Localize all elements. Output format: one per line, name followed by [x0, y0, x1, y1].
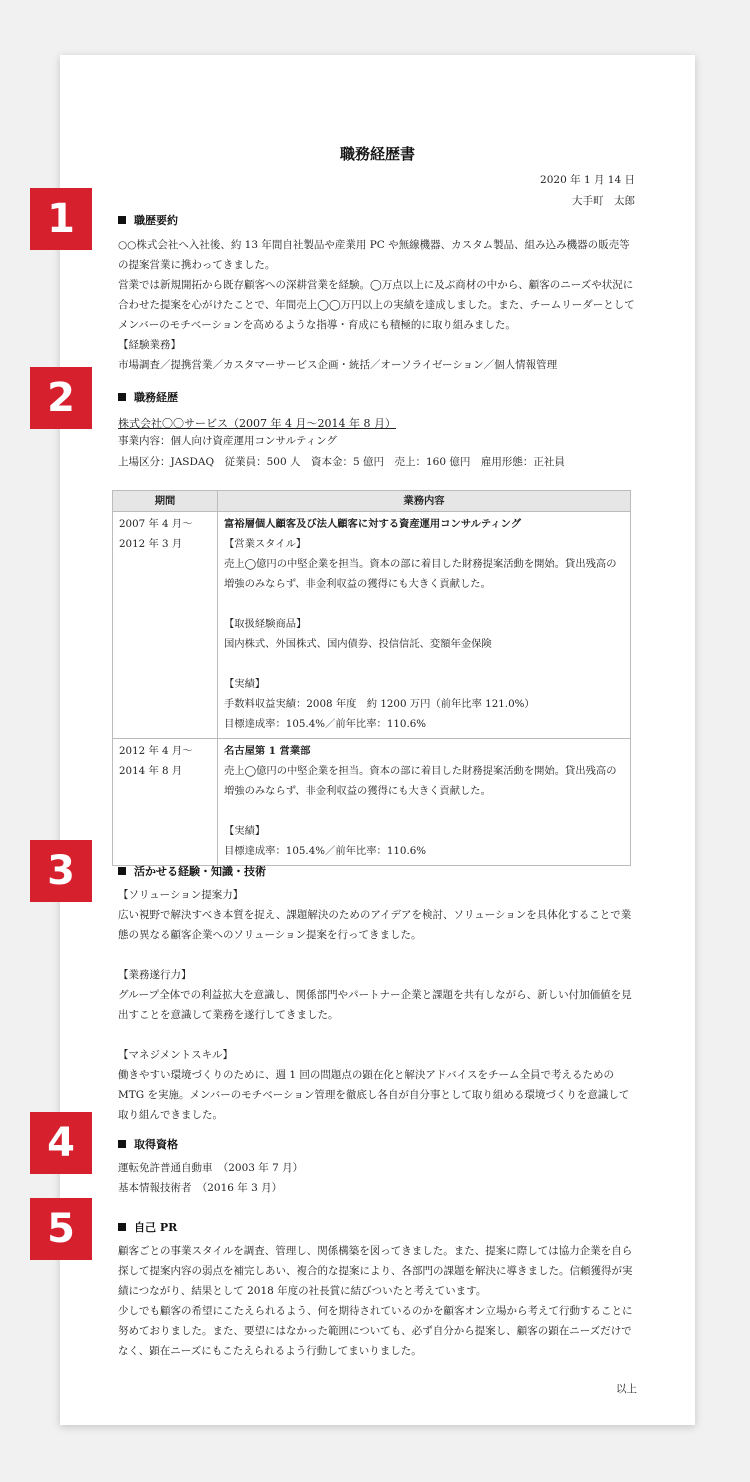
career-table: [112, 490, 631, 866]
duties-cell: [218, 512, 631, 739]
summary-heading: 職歴要約: [118, 212, 178, 228]
resume-page: [60, 55, 695, 1425]
square-bullet-icon: [118, 393, 126, 401]
duty-title: 名古屋第 1 営業部: [224, 745, 311, 757]
table-row: [113, 739, 631, 866]
author-name: 大手町 太郎: [572, 195, 635, 207]
company-business: 事業内容：個人向け資産運用コンサルティング: [118, 435, 337, 447]
pr-heading: 自己 PR: [118, 1219, 177, 1235]
duty-title: 富裕層個人顧客及び法人顧客に対する資産運用コンサルティング: [224, 518, 522, 530]
section-number-badge: 4: [30, 1112, 92, 1174]
document-date: 2020 年 1 月 14 日: [540, 174, 635, 186]
square-bullet-icon: [118, 1223, 126, 1231]
header-period: 期間: [113, 491, 218, 512]
skills-heading: 活かせる経験・知識・技術: [118, 863, 266, 879]
section-number-badge: 1: [30, 188, 92, 250]
square-bullet-icon: [118, 867, 126, 875]
document-title: 職務経歴書: [339, 145, 415, 163]
table-header-row: [113, 491, 631, 512]
duties-cell: [218, 739, 631, 866]
period-cell: 2012 年 4 月～2014 年 8 月: [113, 739, 218, 866]
square-bullet-icon: [118, 216, 126, 224]
section-number-badge: 2: [30, 367, 92, 429]
table-row: [113, 512, 631, 739]
header-duties: 業務内容: [218, 491, 631, 512]
square-bullet-icon: [118, 1140, 126, 1148]
company-details: 上場区分：JASDAQ 従業員：500 人 資本金：5 億円 売上：160 億円 雇用形態：正社員: [118, 456, 565, 468]
section-number-badge: 5: [30, 1198, 92, 1260]
summary-text: ○○株式会社へ入社後、約 13 年間自社製品や産業用 PC や無線機器、カスタム製品、組み込み機器の販売等の提案営業に携わってきました。 営業では新規開拓から既存顧客への深耕営業を経験。◯万点以上に及ぶ商材の中から、顧客のニーズや状況に合わせた提案を心がけたことで、年間売上◯◯万円以上の実績を達成しました。また、チームリーダーとしてメンバーのモチベーションを高めるような指導・育成にも積極的に取り組みました。 【経験業務】 市場調査／提携営業／カスタマーサービス企画・統括／オーソライゼーション／個人情報管理: [118, 239, 635, 371]
company-name: 株式会社〇〇サービス（2007 年 4 月～2014 年 8 月）: [118, 417, 396, 430]
duty-body: 【営業スタイル】 売上◯億円の中堅企業を担当。資本の部に着目した財務提案活動を開始。貸出残高の増強のみならず、非金利収益の獲得にも大きく貢献した。 【取扱経験商品】 国内株式、外国株式、国内債券、投信信託、変額年金保険 【実績】 手数料収益実績：2008 年度 約 1200 万円（前年比率 121.0%） 目標達成率：105.4%／前年比率：110.6%: [224, 538, 617, 730]
period-cell: 2007 年 4 月～2012 年 3 月: [113, 512, 218, 739]
career-heading: 職務経歴: [118, 389, 178, 405]
end-mark: 以上: [616, 1383, 637, 1395]
qualifications-text: 運転免許普通自動車 （2003 年 7 月） 基本情報技術者 （2016 年 3 月）: [118, 1162, 304, 1194]
section-number-badge: 3: [30, 840, 92, 902]
skills-text: 【ソリューション提案力】 広い視野で解決すべき本質を捉え、課題解決のためのアイデアを検討、ソリューションを具体化することで業態の異なる顧客企業へのソリューション提案を行ってきました。 【業務遂行力】 グループ全体での利益拡大を意識し、関係部門やパートナー企業と課題を共有しながら、新しい付加価値を見出すことを意識して業務を遂行してきました。 【マネジメントスキル】 働きやすい環境づくりのために、週 1 回の問題点の顕在化と解決アドバイスをチーム全員で考えるための MTG を実施。メンバーのモチベーション管理を徹底し各自が自分事として取り組める環境づくりを意識して取り組んできました。: [118, 889, 632, 1121]
duty-body: 売上◯億円の中堅企業を担当。資本の部に着目した財務提案活動を開始。貸出残高の増強のみならず、非金利収益の獲得にも大きく貢献した。 【実績】 目標達成率：105.4%／前年比率：110.6%: [224, 765, 617, 857]
pr-text: 顧客ごとの事業スタイルを調査、管理し、関係構築を図ってきました。また、提案に際しては協力企業を自ら探して提案内容の弱点を補完しあい、複合的な提案により、各部門の課題を解決に導きました。信頼獲得が実績につながり、結果として 2018 年度の社長賞に結びついたと考えています。 少しでも顧客の希望にこたえられるよう、何を期待されているのかを顧客オン立場から考えて行動することに努めておりました。また、要望にはなかった範囲についても、必ず自分から提案し、顧客の顕在ニーズだけでなく、顕在ニーズにもこたえられるよう行動してまいりました。: [118, 1245, 633, 1357]
qualifications-heading: 取得資格: [118, 1136, 178, 1152]
